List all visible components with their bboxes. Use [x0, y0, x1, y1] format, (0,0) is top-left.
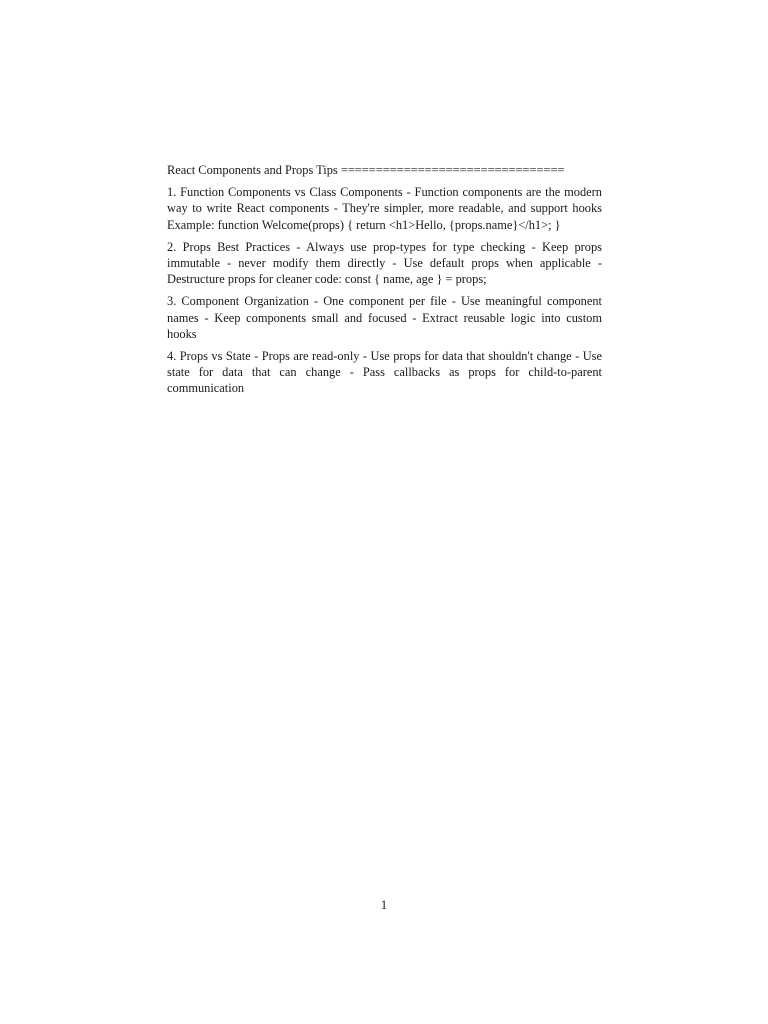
- paragraph-component-organization: 3. Component Organization - One component per file - Use meaningful component names - Keep components small and focused - Extract reusable logic into custom hooks: [167, 294, 602, 341]
- page-number: 1: [380, 898, 388, 912]
- paragraph-function-components: 1. Function Components vs Class Components - Function components are the modern way to write React components - They're simpler, more readable, and support hooks Example: function Welcome(props) { return <h1>Hello, {props.name}</h1>; }: [167, 185, 602, 232]
- document-title: React Components and Props Tips ================================: [167, 163, 565, 177]
- document-body: [167, 162, 602, 403]
- paragraph-props-vs-state: 4. Props vs State - Props are read-only - Use props for data that shouldn't change - Use state for data that can change - Pass callbacks as props for child-to-parent communication: [167, 349, 602, 396]
- paragraph-props-best-practices: 2. Props Best Practices - Always use prop-types for type checking - Keep props immutable - never modify them directly - Use default props when applicable - Destructure props for cleaner code: const { name, age } = props;: [167, 239, 602, 287]
